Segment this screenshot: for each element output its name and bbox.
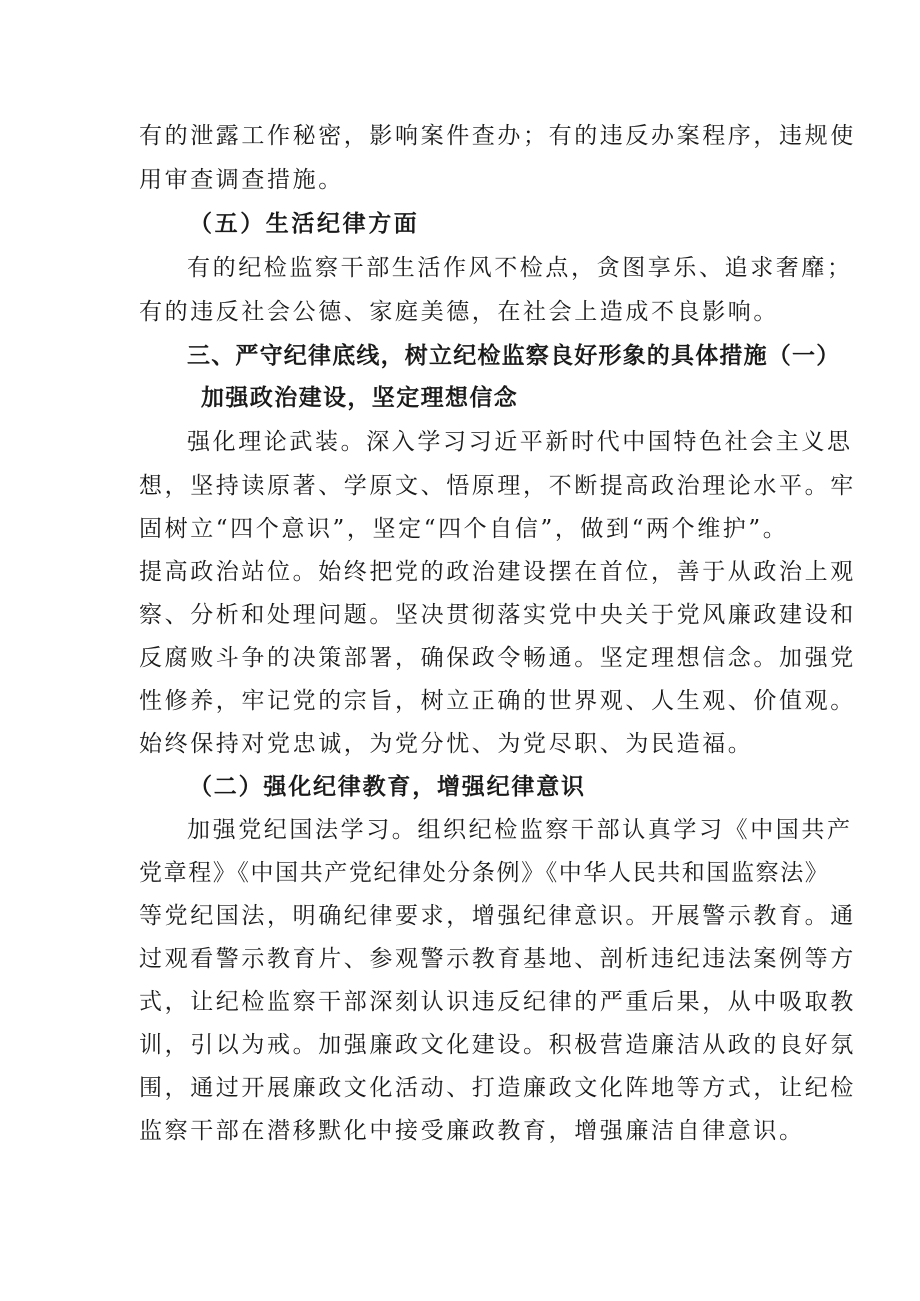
body-text-line: 加强党纪国法学习。组织纪检监察干部认真学习《中国共产 bbox=[187, 817, 853, 843]
section-heading-political-building: 加强政治建设，坚定理想信念 bbox=[201, 384, 519, 411]
body-text-line: 等党纪国法，明确纪律要求，增强纪律意识。开展警示教育。通 bbox=[139, 903, 856, 929]
body-text-line: 有的违反社会公德、家庭美德，在社会上造成不良影响。 bbox=[139, 299, 779, 325]
body-text-line: 训，引以为戒。加强廉政文化建设。积极营造廉洁从政的良好氛 bbox=[139, 1032, 856, 1058]
body-text-line: 察、分析和处理问题。坚决贯彻落实党中央关于党风廉政建设和 bbox=[139, 602, 856, 628]
body-text-line: 用审查调查措施。 bbox=[139, 167, 344, 193]
section-heading-life-discipline: （五）生活纪律方面 bbox=[189, 210, 420, 237]
body-text-line: 性修养，牢记党的宗旨，树立正确的世界观、人生观、价值观。 bbox=[139, 688, 856, 714]
body-text-line: 式，让纪检监察干部深刻认识违反纪律的严重后果，从中吸取教 bbox=[139, 989, 856, 1015]
body-text-line: 有的泄露工作秘密，影响案件查办；有的违反办案程序，违规使 bbox=[139, 123, 856, 149]
body-text-line: 围，通过开展廉政文化活动、打造廉政文化阵地等方式，让纪检 bbox=[139, 1075, 856, 1101]
body-text-line: 有的纪检监察干部生活作风不检点，贪图享乐、追求奢靡； bbox=[187, 255, 853, 281]
body-text-line: 想，坚持读原著、学原文、悟原理，不断提高政治理论水平。牢 bbox=[139, 473, 856, 499]
body-text-line: 强化理论武装。深入学习习近平新时代中国特色社会主义思 bbox=[187, 429, 853, 455]
body-text-line: 党章程》《中国共产党纪律处分条例》《中华人民共和国监察法》 bbox=[139, 860, 830, 886]
body-text-line: 固树立“四个意识”，坚定“四个自信”，做到“两个维护”。 bbox=[139, 516, 789, 542]
section-heading-measures: 三、严守纪律底线，树立纪检监察良好形象的具体措施（一） bbox=[187, 342, 841, 369]
body-text-line: 始终保持对党忠诚，为党分忧、为党尽职、为民造福。 bbox=[139, 731, 754, 757]
section-heading-discipline-education: （二）强化纪律教育，增强纪律意识 bbox=[189, 773, 586, 800]
body-text-line: 提高政治站位。始终把党的政治建设摆在首位，善于从政治上观 bbox=[139, 559, 856, 585]
body-text-line: 监察干部在潜移默化中接受廉政教育，增强廉洁自律意识。 bbox=[139, 1118, 805, 1144]
body-text-line: 过观看警示教育片、参观警示教育基地、剖析违纪违法案例等方 bbox=[139, 946, 856, 972]
body-text-line: 反腐败斗争的决策部署，确保政令畅通。坚定理想信念。加强党 bbox=[139, 645, 856, 671]
